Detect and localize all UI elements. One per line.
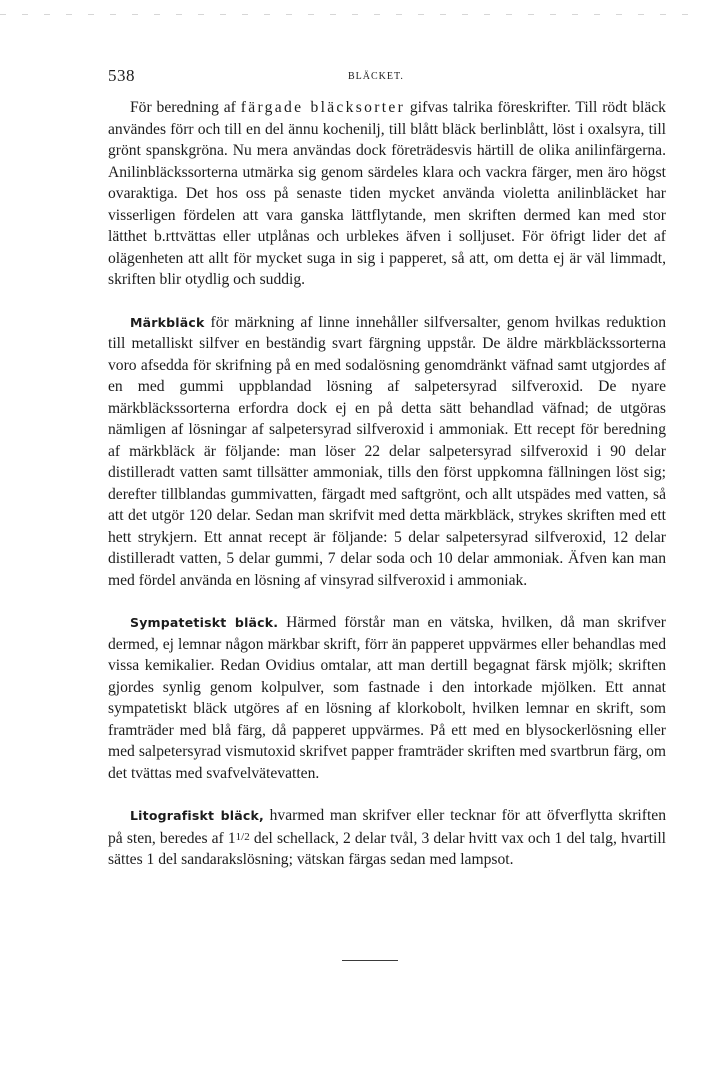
paragraph-text: hvarmed man skrifver eller tecknar för att öfverflytta skriften på sten, beredes af 1 (108, 807, 666, 847)
emphasized-term: färgade bläcksorter (240, 99, 406, 116)
fraction: 1/2 (235, 830, 250, 843)
page-header (108, 66, 664, 88)
paragraph-text: gifvas talrika föreskrifter. Till rödt bläck användes förr och till en del ännu kochenilj, till blått bläck berlinblått, löst i oxalsyra, till grönt spanskgröna. Nu mera användas dock företrädesvis härtill de olika anilinfärgerna. Anilinbläckssorterna utmärka sig genom särdeles klara och vackra färger, men äro högst ovaraktiga. Det hos oss på senaste tiden mycket använda violetta anilinbläcket har visserligen fördelen att vara ganska lättflytande, men skriften dermed kan med stor lätthet b.rttvättas eller utplånas och urblekes äfven i solljuset. För öfrigt lider det af olägenheten att allt för mycket suga in sig i papperet, så att, om detta ej är väl limmadt, skriften blir otydlig och suddig. (108, 99, 666, 288)
section-lead-term: Sympatetiskt bläck. (130, 615, 279, 630)
paragraph-text: Härmed förstår man en vätska, hvilken, då man skrifver dermed, ej lemnar någon märkbar skrift, förr än papperet uppvärmes eller behandlas med vissa kemikalier. Redan Ovidius omtalar, att man dertill begagnat färsk mjölk; skriften gjordes synlig genom kolpulver, som fastnade i den intorkade mjölken. Ett annat sympatetiskt bläck utgöres af en lösning af klorkobolt, hvilken lemnar en skrift, som framträder med blå färg, då papperet uppvärmes. På ett med en blysockerlösning eller med salpetersyrad vismutoxid skrifvet papper framträder skriften med svartbrun färg, om det tvättas med svafvelvätevatten. (108, 614, 666, 782)
paragraph-lithographic-ink (108, 805, 666, 871)
paragraph-sympathetic-ink (108, 612, 666, 784)
paragraph-text: För beredning af (130, 99, 241, 116)
section-lead-term: Märkbläck (130, 314, 205, 330)
paragraph-marking-ink (108, 312, 666, 592)
running-head: BLÄCKET. (348, 71, 404, 82)
page-number: 538 (108, 66, 135, 85)
scan-edge-marks (0, 14, 704, 15)
paragraph-colored-inks (108, 97, 666, 291)
end-rule (342, 960, 398, 961)
paragraph-text: för märkning af linne innehåller silfversalter, genom hvilkas reduktion till metalliskt silfver en beständig svart färgning uppstår. De äldre märkbläckssorterna voro afsedda för skrifning på en med sodalösning genomdränkt väfnad samt utgjordes af en med gummi uppblandad lösning af salpetersyrad silfveroxid. De nyare märkbläckssorterna erfordra dock ej en på detta sätt behandlad väfnad; de utgöras nämligen af lösningar af salpetersyrad silfveroxid i ammoniak. Ett recept för beredning af märkbläck är följande: man löser 22 delar salpetersyrad silfveroxid i 90 delar distilleradt vatten samt tillsätter ammoniak, tills den först uppkomna fällningen löst sig; derefter tillblandas gummivatten, färgadt med saftgrönt, och allt utspädes med vatten, så att det utgör 120 delar. Sedan man skrifvit med detta märkbläck, strykes skriften med ett hett strykjern. Ett annat recept är följande: 5 delar salpetersyrad silfveroxid, 12 delar distilleradt vatten, 5 delar gummi, 7 delar soda och 10 delar ammoniak. Äfven kan man med fördel använda en lösning af vinsyrad silfveroxid i ammoniak. (108, 313, 666, 589)
section-lead-term: Litografiskt bläck, (130, 808, 264, 823)
body-text (108, 97, 666, 871)
paragraph-text: del schellack, 2 delar tvål, 3 delar hvitt vax och 1 del talg, hvartill sättes 1 del sandarakslösning; vätskan färgas sedan med lampsot. (108, 829, 666, 868)
